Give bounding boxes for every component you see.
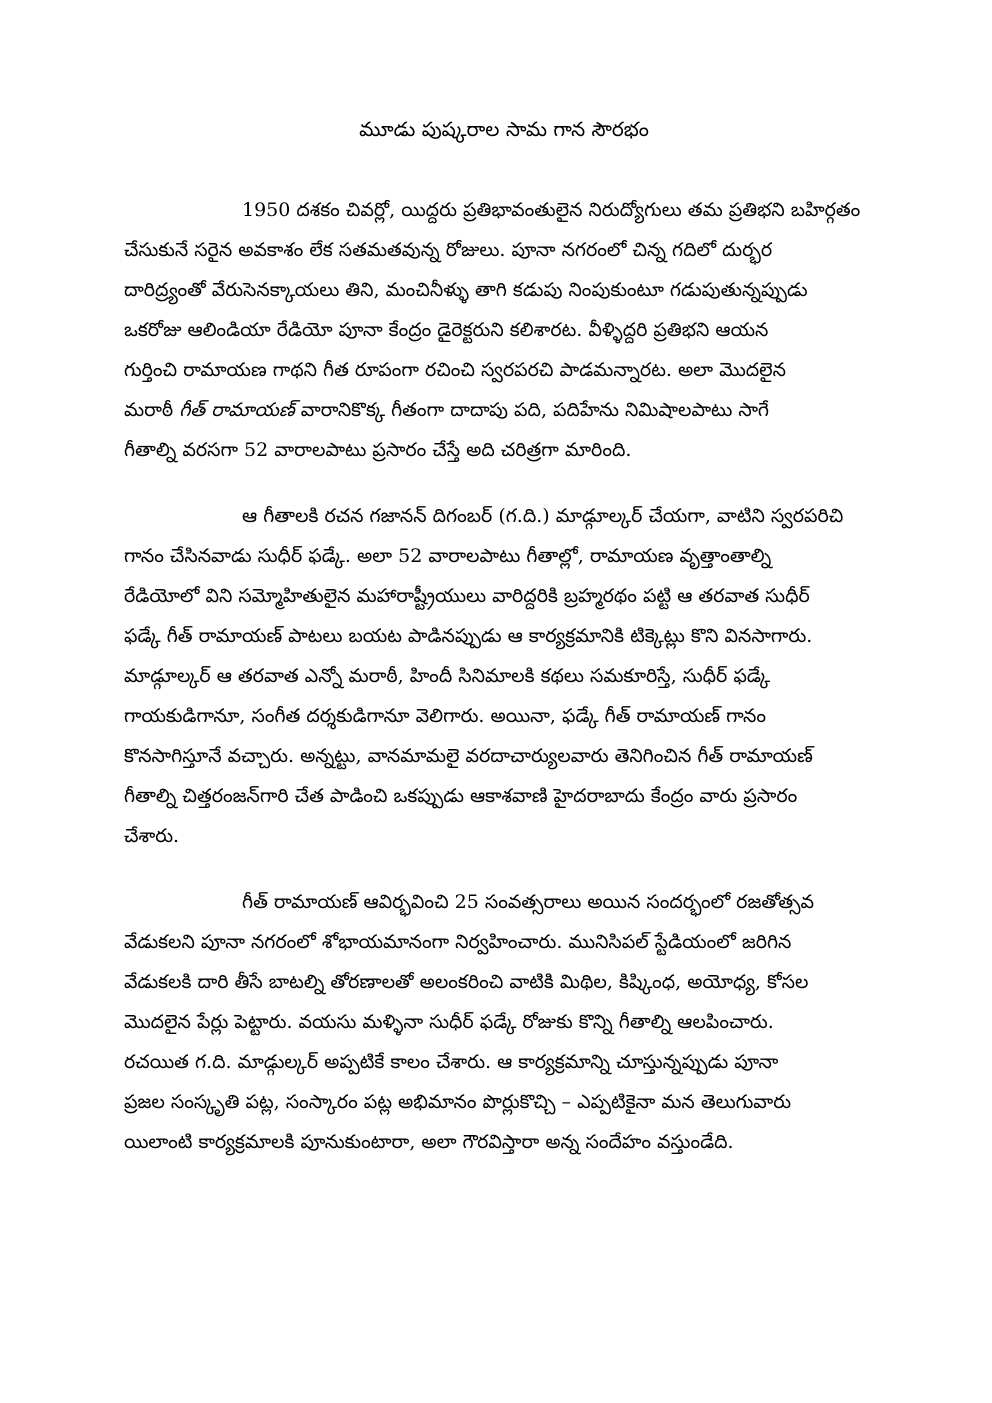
text-line: గాయకుడిగానూ, సంగీత దర్శకుడిగానూ వెలిగారు. అయినా, ఫడ్కే గీత్ రామాయణ్ గానం	[124, 705, 767, 727]
text-line	[124, 390, 884, 430]
text-line: దారిద్ర్యంతో వేరుసెనక్కాయలు తిని, మంచినీళ్ళు తాగి కడుపు నింపుకుంటూ గడుపుతున్నప్పుడు	[124, 279, 808, 301]
text-segment: మరాఠీ	[124, 399, 180, 421]
text-line: గీతాల్ని వరసగా 52 వారాలపాటు ప్రసారం చేస్తే అది చరిత్రగా మారింది.	[124, 439, 632, 461]
text-line: గీతాల్ని చిత్తరంజన్‌గారి చేత పాడించి ఒకప్పుడు ఆకాశవాణి హైదరాబాదు కేంద్రం వారు ప్రసారం	[124, 785, 798, 807]
text-line: వేడుకలని పూనా నగరంలో శోభాయమానంగా నిర్వహించారు. మునిసిపల్ స్టేడియంలో జరిగిన	[124, 931, 792, 953]
text-line: ఫడ్కే గీత్ రామాయణ్ పాటలు బయట పాడినప్పుడు ఆ కార్యక్రమానికి టిక్కెట్లు కొని వినసాగారు.	[124, 625, 813, 647]
text-line: చేశారు.	[124, 825, 180, 847]
text-line: 1950 దశకం చివర్లో, యిద్దరు ప్రతిభావంతులైన నిరుద్యోగులు తమ ప్రతిభని బహిర్గతం	[242, 199, 861, 221]
text-line: రేడియోలో విని సమ్మోహితులైన మహారాష్ట్రీయులు వారిద్దరికి బ్రహ్మరథం పట్టి ఆ తరవాత సుధీర్	[124, 585, 810, 607]
text-line: మొదలైన పేర్లు పెట్టారు. వయసు మళ్ళినా సుధీర్ ఫడ్కే రోజుకు కొన్ని గీతాల్ని ఆలపించారు.	[124, 1011, 774, 1033]
text-line: రచయిత గ.ది. మాడ్గుల్కర్ అప్పటికే కాలం చేశారు. ఆ కార్యక్రమాన్ని చూస్తున్నప్పుడు పూనా	[124, 1051, 779, 1073]
paragraph	[124, 496, 884, 856]
text-line: చేసుకునే సరైన అవకాశం లేక సతమతవున్న రోజులు. పూనా నగరంలో చిన్న గదిలో దుర్భర	[124, 239, 773, 261]
text-line: కొనసాగిస్తూనే వచ్చారు. అన్నట్టు, వానమామలై వరదాచార్యులవారు తెనిగించిన గీత్ రామాయణ్	[124, 745, 813, 767]
text-line: గానం చేసినవాడు సుధీర్ ఫడ్కే. అలా 52 వారాలపాటు గీతాల్లో, రామాయణ వృత్తాంతాల్ని	[124, 545, 772, 567]
text-line: ప్రజల సంస్కృతి పట్ల, సంస్కారం పట్ల అభిమానం పొర్లుకొచ్చి – ఎప్పటికైనా మన తెలుగువారు	[124, 1091, 792, 1113]
text-line: గుర్తించి రామాయణ గాథని గీత రూపంగా రచించి స్వరపరచి పాడమన్నారట. అలా మొదలైన	[124, 359, 786, 381]
text-line: వేడుకలకి దారి తీసే బాటల్ని తోరణాలతో అలంకరించి వాటికి మిథిల, కిష్కింధ, అయోధ్య, కోసల	[124, 971, 809, 993]
text-line: యిలాంటి కార్యక్రమాలకి పూనుకుంటారా, అలా గౌరవిస్తారా అన్న సందేహం వస్తుండేది.	[124, 1131, 734, 1153]
text-line: ఆ గీతాలకి రచన గజానన్ దిగంబర్ (గ.ది.) మాడ్గూల్కర్ చేయగా, వాటిని స్వరపరిచి	[242, 505, 844, 527]
text-segment: వారానికొక్క గీతంగా దాదాపు పది, పదిహేను నిమిషాలపాటు సాగే	[294, 399, 769, 421]
document-body	[124, 190, 884, 1162]
text-line: మాడ్గూల్కర్ ఆ తరవాత ఎన్నో మరాఠీ, హిందీ సినిమాలకి కథలు సమకూరిస్తే, సుధీర్ ఫడ్కే	[124, 665, 771, 687]
paragraph	[124, 190, 884, 470]
text-line: ఒకరోజు ఆలిండియా రేడియో పూనా కేంద్రం డైరెక్టరుని కలిశారట. వీళ్ళిద్దరి ప్రతిభని ఆయన	[124, 319, 769, 341]
text-line: గీత్ రామాయణ్ ఆవిర్భవించి 25 సంవత్సరాలు అయిన సందర్భంలో రజతోత్సవ	[242, 891, 815, 913]
document-title: మూడు పుష్కరాల సామ గాన సౌరభం	[359, 117, 649, 141]
paragraph	[124, 882, 884, 1162]
italic-text: గీత్ రామాయణ్	[179, 399, 295, 421]
